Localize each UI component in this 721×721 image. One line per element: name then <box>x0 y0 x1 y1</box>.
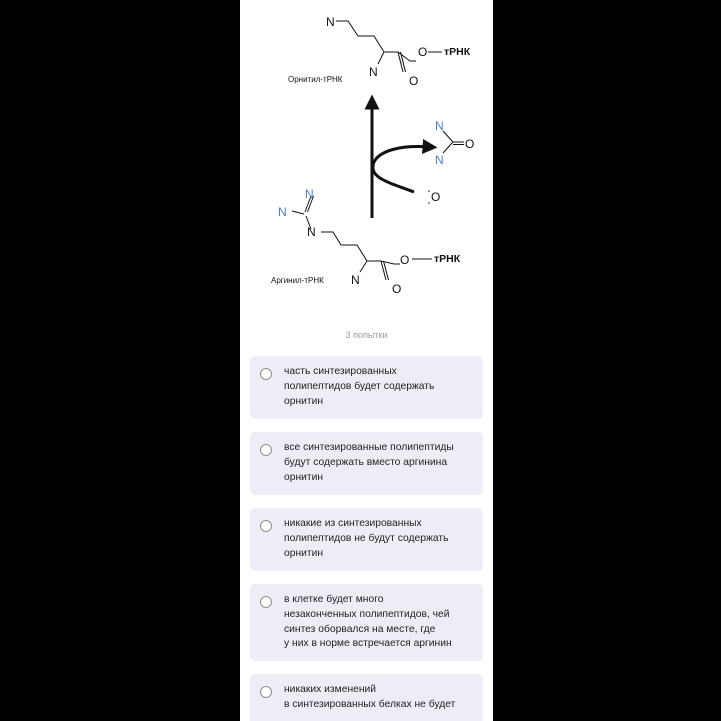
ornithyl-n-alpha: N <box>369 65 378 79</box>
arginyl-n-amine: N <box>278 205 287 219</box>
byproduct-curved-arrow <box>373 147 430 192</box>
ornithyl-trna-label: тРНК <box>444 46 471 58</box>
radio-button[interactable] <box>260 686 272 698</box>
answer-option-4[interactable] <box>250 584 483 661</box>
arginyl-o-ester: O <box>400 253 410 267</box>
answer-option-3[interactable] <box>250 508 483 571</box>
urea-structure <box>443 131 464 153</box>
answer-option-text: часть синтезированных полипептидов будет содержать орнитин <box>284 366 435 407</box>
hydroxide-lone-pairs <box>428 190 430 204</box>
reaction-scheme <box>240 0 493 310</box>
ornithyl-o-ester: O <box>418 45 428 59</box>
hydroxide-o: O <box>431 190 441 204</box>
answer-option-text: все синтезированные полипептиды будут содержать вместо аргинина орнитин <box>284 442 454 483</box>
radio-button[interactable] <box>260 368 272 380</box>
answer-option-1[interactable] <box>250 356 483 419</box>
quiz-screen <box>240 0 493 721</box>
arginyl-n-alpha: N <box>351 273 360 287</box>
arginyl-n-delta: N <box>307 225 316 239</box>
radio-button[interactable] <box>260 444 272 456</box>
answer-option-2[interactable] <box>250 432 483 495</box>
arginyl-o-carbonyl: O <box>392 282 402 296</box>
answer-option-text: никакие из синтезированных полипептидов не будут содержать орнитин <box>284 518 449 559</box>
arginyl-n-imine: N <box>305 187 314 201</box>
urea-n-top: N <box>435 119 444 133</box>
radio-button[interactable] <box>260 520 272 532</box>
urea-o: O <box>465 137 475 151</box>
answer-option-text: в клетке будет много незаконченных полипептидов, чей синтез оборвался на месте, где у них в норме встречается аргинин <box>284 594 452 650</box>
urea-n-bottom: N <box>435 153 444 167</box>
ornithyl-trna-name: Орнитил-тРНК <box>288 75 343 84</box>
ornithyl-n-terminal: N <box>326 15 335 29</box>
answer-option-5[interactable] <box>250 674 483 721</box>
answer-option-text: никаких изменений в синтезированных белках не будет <box>284 684 456 710</box>
attempts-counter: 3 попытки <box>345 330 388 340</box>
arginyl-trna-label: тРНК <box>434 253 461 265</box>
radio-button[interactable] <box>260 596 272 608</box>
arginyl-trna-name: Аргинил-тРНК <box>271 276 324 285</box>
ornithyl-o-carbonyl: O <box>409 74 419 88</box>
